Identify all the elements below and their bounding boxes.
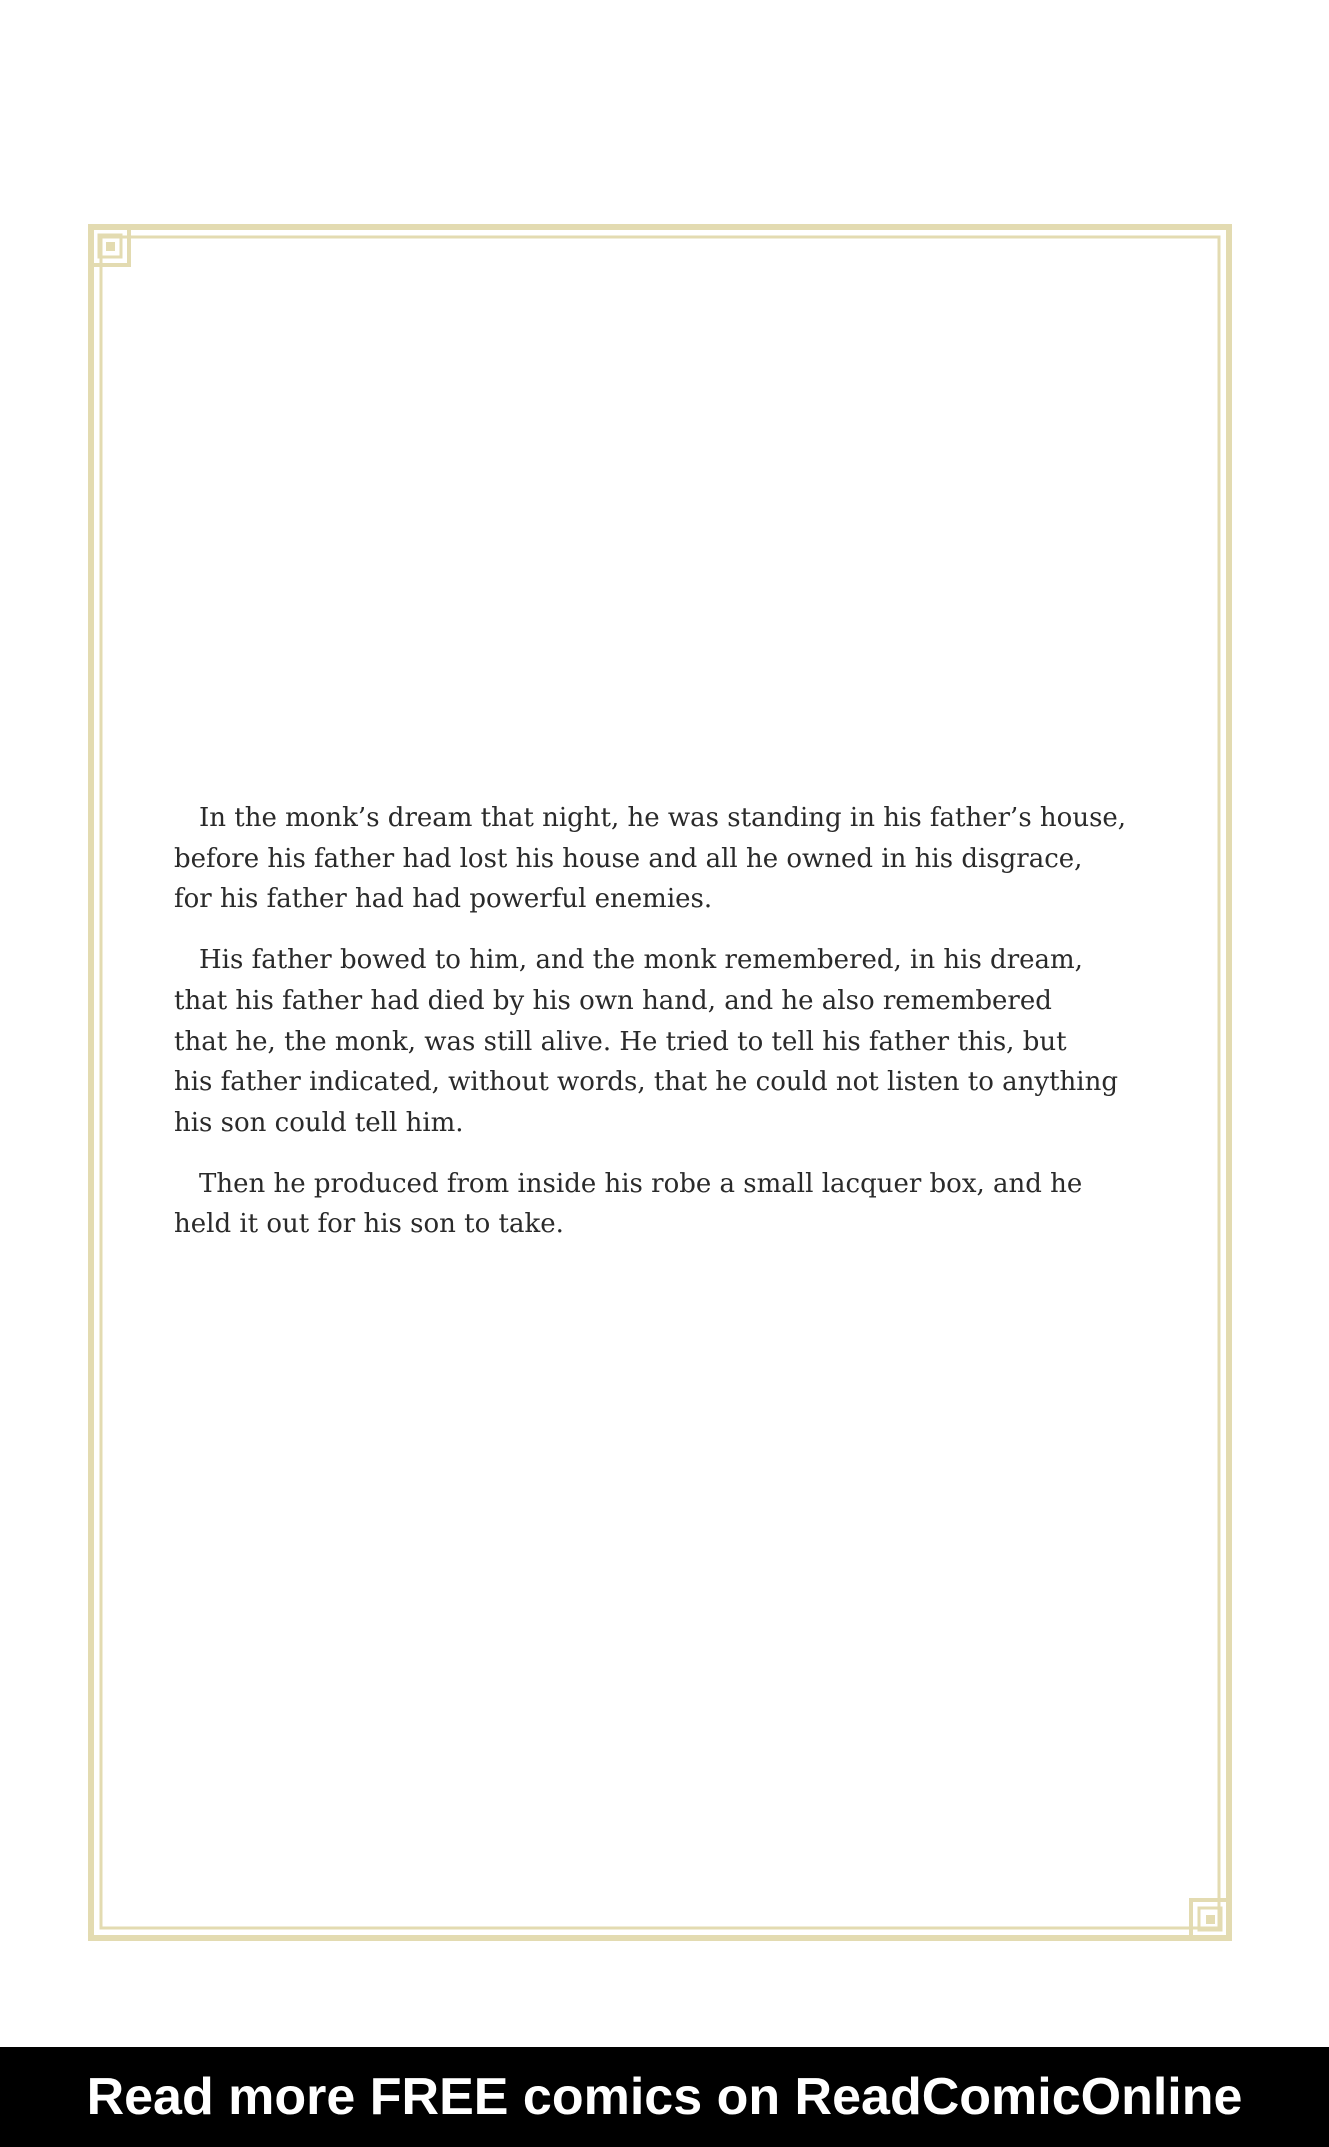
story-line: his son could tell him.: [174, 1107, 464, 1138]
corner-ornament-top-left: [91, 227, 129, 265]
story-line: that he, the monk, was still alive. He tried to tell his father this, but: [174, 1026, 1067, 1057]
promo-banner[interactable]: [0, 2047, 1329, 2147]
story-line: that his father had died by his own hand, and he also remembered: [174, 985, 1052, 1016]
story-line: held it out for his son to take.: [174, 1209, 564, 1240]
story-line: His father bowed to him, and the monk remembered, in his dream,: [199, 945, 1083, 976]
story-line: In the monk’s dream that night, he was standing in his father’s house,: [199, 803, 1127, 833]
story-line: for his father had had powerful enemies.: [174, 884, 713, 915]
corner-ornament-bottom-right: [1191, 1900, 1229, 1938]
story-line: before his father had lost his house and all he owned in his disgrace,: [174, 843, 1083, 874]
story-line: Then he produced from inside his robe a small lacquer box, and he: [199, 1168, 1083, 1199]
promo-banner-text[interactable]: Read more FREE comics on ReadComicOnline: [86, 2068, 1243, 2126]
story-text: [174, 798, 1127, 1265]
corner-ornament-top-left-core: [106, 242, 115, 251]
story-paragraph: [174, 1164, 1083, 1245]
corner-ornament-bottom-right-core: [1206, 1915, 1215, 1924]
story-paragraph: [174, 798, 1127, 920]
story-line: his father indicated, without words, that he could not listen to anything: [174, 1067, 1118, 1098]
story-paragraph: [174, 940, 1118, 1144]
